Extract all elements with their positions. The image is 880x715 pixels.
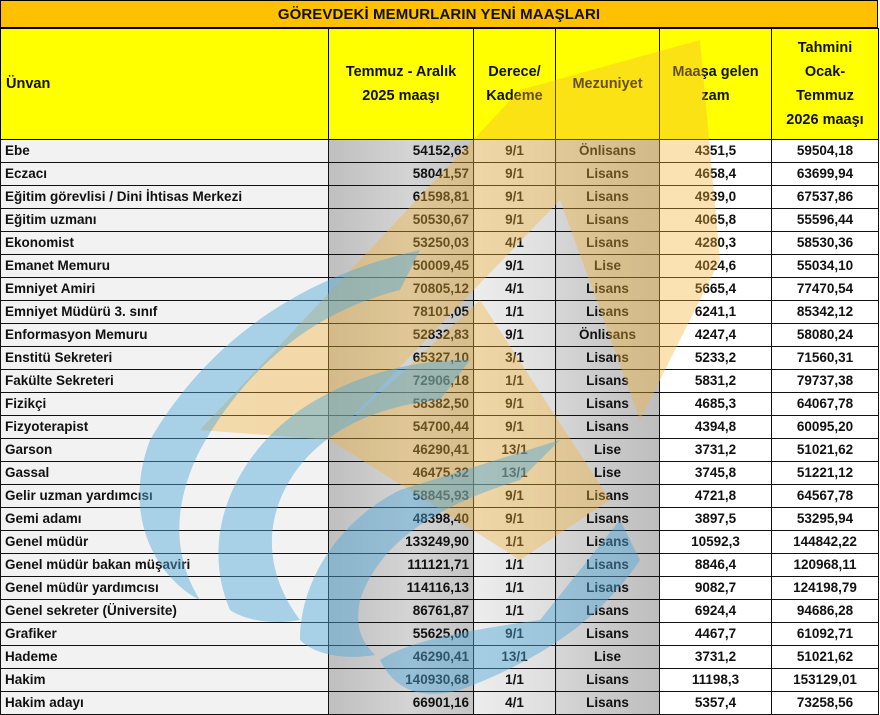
cell-tahmini: 94686,28 [772,600,879,623]
table-body [1,140,879,715]
cell-tahmini: 85342,12 [772,301,879,324]
cell-maas: 50530,67 [329,209,474,232]
table-row [1,232,879,255]
cell-maas: 48398,40 [329,508,474,531]
cell-zam: 4247,4 [660,324,772,347]
cell-tahmini: 63699,94 [772,163,879,186]
cell-maas: 46475,32 [329,462,474,485]
header-zam-line-1: Maaşa gelen [672,64,759,80]
cell-mezuniyet: Lisans [556,209,660,232]
cell-mezuniyet: Önlisans [556,324,660,347]
cell-unvan: Hademe [1,646,329,669]
cell-mezuniyet: Lisans [556,600,660,623]
cell-zam: 4351,5 [660,140,772,163]
header-derece [474,29,556,140]
cell-tahmini: 61092,71 [772,623,879,646]
cell-mezuniyet: Lisans [556,393,660,416]
cell-maas: 54700,44 [329,416,474,439]
header-maas-line-2: 2025 maaşı [362,88,440,104]
table-row [1,163,879,186]
cell-derece: 9/1 [474,209,556,232]
cell-zam: 3731,2 [660,646,772,669]
header-tahmini-line-3: Temmuz [796,88,854,104]
cell-mezuniyet: Lisans [556,692,660,715]
cell-mezuniyet: Lise [556,255,660,278]
cell-derece: 1/1 [474,554,556,577]
header-maas-line-1: Temmuz - Aralık [345,64,457,80]
cell-derece: 9/1 [474,508,556,531]
cell-zam: 6924,4 [660,600,772,623]
table-row [1,278,879,301]
header-tahmini [772,29,879,140]
cell-unvan: Enformasyon Memuru [1,324,329,347]
cell-maas: 114116,13 [329,577,474,600]
table-row [1,554,879,577]
cell-tahmini: 53295,94 [772,508,879,531]
cell-unvan: Ekonomist [1,232,329,255]
cell-maas: 111121,71 [329,554,474,577]
cell-derece: 1/1 [474,531,556,554]
cell-maas: 58041,57 [329,163,474,186]
cell-mezuniyet: Lisans [556,623,660,646]
header-mezuniyet-label: Mezuniyet [572,76,643,92]
cell-derece: 9/1 [474,416,556,439]
cell-derece: 1/1 [474,669,556,692]
header-derece-line-2: Kademe [486,88,543,104]
cell-maas: 52832,83 [329,324,474,347]
cell-maas: 133249,90 [329,531,474,554]
table-row [1,623,879,646]
cell-mezuniyet: Lisans [556,531,660,554]
cell-zam: 5233,2 [660,347,772,370]
cell-zam: 3731,2 [660,439,772,462]
cell-mezuniyet: Lise [556,462,660,485]
cell-tahmini: 144842,22 [772,531,879,554]
header-tahmini-line-2: Ocak- [804,64,846,80]
cell-maas: 65327,10 [329,347,474,370]
cell-zam: 4467,7 [660,623,772,646]
cell-unvan: Genel müdür [1,531,329,554]
cell-zam: 4024,6 [660,255,772,278]
header-derece-line-1: Derece/ [488,64,541,80]
table-row [1,255,879,278]
cell-zam: 5357,4 [660,692,772,715]
cell-tahmini: 79737,38 [772,370,879,393]
cell-unvan: Emniyet Amiri [1,278,329,301]
cell-unvan: Genel müdür yardımcısı [1,577,329,600]
cell-unvan: Eğitim uzmanı [1,209,329,232]
cell-derece: 13/1 [474,646,556,669]
cell-zam: 5831,2 [660,370,772,393]
cell-mezuniyet: Lisans [556,347,660,370]
cell-unvan: Garson [1,439,329,462]
cell-maas: 46290,41 [329,439,474,462]
cell-tahmini: 55596,44 [772,209,879,232]
cell-tahmini: 153129,01 [772,669,879,692]
cell-derece: 1/1 [474,600,556,623]
cell-zam: 4280,3 [660,232,772,255]
header-tahmini-line-4: 2026 maaşı [786,112,864,128]
cell-unvan: Hakim [1,669,329,692]
table-row [1,669,879,692]
cell-zam: 10592,3 [660,531,772,554]
cell-maas: 72906,18 [329,370,474,393]
cell-maas: 46290,41 [329,646,474,669]
cell-derece: 4/1 [474,692,556,715]
cell-maas: 58382,50 [329,393,474,416]
cell-maas: 78101,05 [329,301,474,324]
header-zam-line-2: zam [701,88,730,104]
table-row [1,577,879,600]
cell-derece: 4/1 [474,278,556,301]
table-row [1,370,879,393]
cell-unvan: Gassal [1,462,329,485]
cell-tahmini: 59504,18 [772,140,879,163]
table-row [1,347,879,370]
cell-maas: 140930,68 [329,669,474,692]
cell-unvan: Ebe [1,140,329,163]
cell-mezuniyet: Lise [556,646,660,669]
cell-mezuniyet: Lisans [556,554,660,577]
cell-derece: 9/1 [474,623,556,646]
cell-unvan: Emniyet Müdürü 3. sınıf [1,301,329,324]
table-row [1,324,879,347]
cell-mezuniyet: Lise [556,439,660,462]
header-row [1,29,879,140]
cell-mezuniyet: Lisans [556,577,660,600]
cell-mezuniyet: Lisans [556,301,660,324]
table-row [1,485,879,508]
cell-zam: 4685,3 [660,393,772,416]
cell-tahmini: 64567,78 [772,485,879,508]
cell-derece: 9/1 [474,140,556,163]
cell-unvan: Fakülte Sekreteri [1,370,329,393]
cell-tahmini: 120968,11 [772,554,879,577]
cell-mezuniyet: Lisans [556,485,660,508]
table-row [1,393,879,416]
cell-derece: 13/1 [474,462,556,485]
table-row [1,301,879,324]
cell-zam: 4065,8 [660,209,772,232]
table-row [1,462,879,485]
cell-zam: 6241,1 [660,301,772,324]
cell-tahmini: 73258,56 [772,692,879,715]
table-row [1,186,879,209]
cell-derece: 9/1 [474,186,556,209]
table-row [1,646,879,669]
cell-zam: 3897,5 [660,508,772,531]
cell-derece: 1/1 [474,301,556,324]
sheet-title: GÖREVDEKİ MEMURLARIN YENİ MAAŞLARI [0,0,878,28]
cell-derece: 3/1 [474,347,556,370]
cell-unvan: Hakim adayı [1,692,329,715]
cell-derece: 9/1 [474,393,556,416]
salary-table [0,28,879,715]
cell-derece: 9/1 [474,163,556,186]
cell-unvan: Fizyoterapist [1,416,329,439]
table-row [1,692,879,715]
cell-mezuniyet: Lisans [556,669,660,692]
cell-maas: 53250,03 [329,232,474,255]
cell-maas: 66901,16 [329,692,474,715]
cell-unvan: Enstitü Sekreteri [1,347,329,370]
cell-unvan: Genel müdür bakan müşaviri [1,554,329,577]
cell-derece: 9/1 [474,255,556,278]
cell-tahmini: 51221,12 [772,462,879,485]
cell-zam: 4721,8 [660,485,772,508]
cell-maas: 70805,12 [329,278,474,301]
cell-zam: 8846,4 [660,554,772,577]
cell-zam: 3745,8 [660,462,772,485]
cell-unvan: Genel sekreter (Üniversite) [1,600,329,623]
cell-zam: 4394,8 [660,416,772,439]
cell-tahmini: 60095,20 [772,416,879,439]
cell-derece: 9/1 [474,324,556,347]
header-maas [329,29,474,140]
cell-derece: 1/1 [474,370,556,393]
cell-tahmini: 71560,31 [772,347,879,370]
cell-maas: 58845,93 [329,485,474,508]
table-row [1,531,879,554]
cell-maas: 55625,00 [329,623,474,646]
header-zam [660,29,772,140]
cell-mezuniyet: Lisans [556,370,660,393]
cell-zam: 4939,0 [660,186,772,209]
cell-zam: 4658,4 [660,163,772,186]
cell-derece: 9/1 [474,485,556,508]
cell-unvan: Grafiker [1,623,329,646]
cell-mezuniyet: Lisans [556,186,660,209]
cell-tahmini: 64067,78 [772,393,879,416]
cell-mezuniyet: Önlisans [556,140,660,163]
cell-maas: 54152,63 [329,140,474,163]
table-row [1,140,879,163]
cell-unvan: Eğitim görevlisi / Dini İhtisas Merkezi [1,186,329,209]
cell-tahmini: 55034,10 [772,255,879,278]
header-tahmini-line-1: Tahmini [797,40,853,56]
cell-unvan: Gelir uzman yardımcısı [1,485,329,508]
cell-tahmini: 58530,36 [772,232,879,255]
cell-zam: 11198,3 [660,669,772,692]
cell-tahmini: 58080,24 [772,324,879,347]
header-mezuniyet [556,29,660,140]
cell-mezuniyet: Lisans [556,232,660,255]
cell-mezuniyet: Lisans [556,416,660,439]
table-row [1,209,879,232]
cell-derece: 4/1 [474,232,556,255]
cell-unvan: Fizikçi [1,393,329,416]
cell-unvan: Gemi adamı [1,508,329,531]
table-row [1,439,879,462]
cell-mezuniyet: Lisans [556,278,660,301]
cell-derece: 13/1 [474,439,556,462]
cell-maas: 61598,81 [329,186,474,209]
cell-unvan: Eczacı [1,163,329,186]
cell-tahmini: 124198,79 [772,577,879,600]
header-unvan [1,29,329,140]
table-row [1,508,879,531]
cell-zam: 9082,7 [660,577,772,600]
cell-unvan: Emanet Memuru [1,255,329,278]
table-row [1,416,879,439]
cell-mezuniyet: Lisans [556,163,660,186]
cell-zam: 5665,4 [660,278,772,301]
cell-tahmini: 77470,54 [772,278,879,301]
cell-maas: 50009,45 [329,255,474,278]
cell-derece: 1/1 [474,577,556,600]
table-row [1,600,879,623]
cell-maas: 86761,87 [329,600,474,623]
header-unvan-label: Ünvan [6,76,51,92]
cell-tahmini: 51021,62 [772,439,879,462]
cell-tahmini: 67537,86 [772,186,879,209]
cell-tahmini: 51021,62 [772,646,879,669]
cell-mezuniyet: Lisans [556,508,660,531]
